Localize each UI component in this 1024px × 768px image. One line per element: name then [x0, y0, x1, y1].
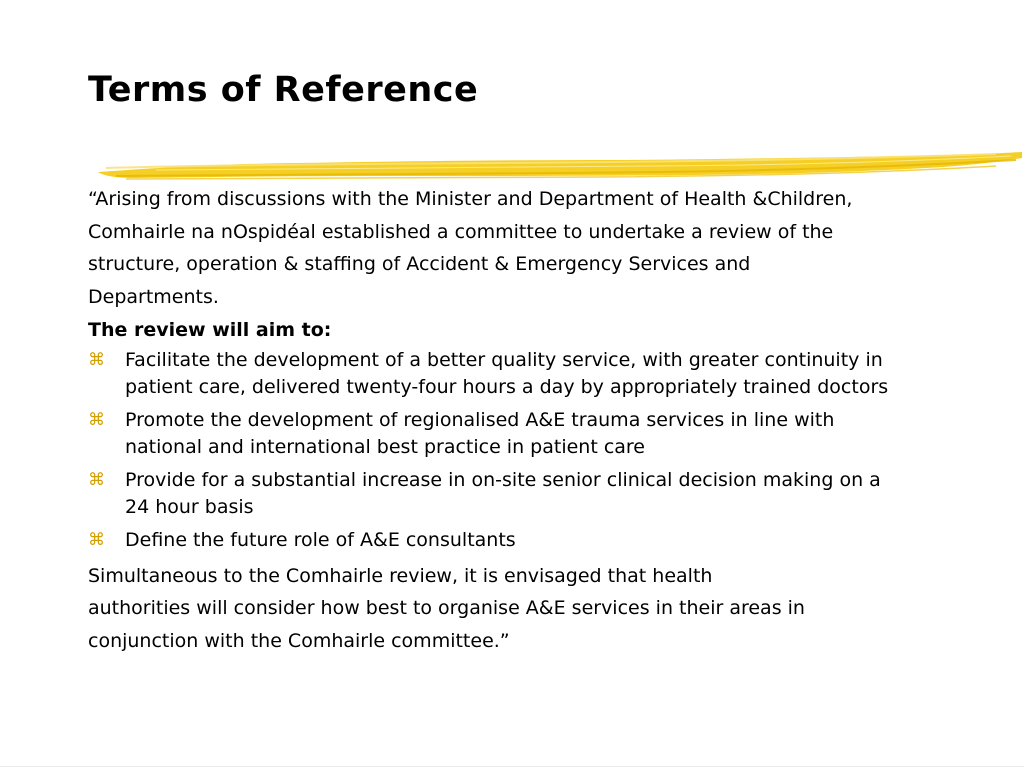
bullet-line: Provide for a substantial increase in on-site senior clinical decision making on a: [125, 468, 881, 491]
bottom-divider: [0, 766, 1024, 767]
bullet-line: Facilitate the development of a better quality service, with greater continuity in: [125, 348, 883, 371]
aim-heading: The review will aim to:: [88, 318, 332, 341]
command-key-bullet-icon: ⌘: [88, 349, 105, 370]
bullet-line: 24 hour basis: [125, 495, 254, 518]
bullet-line: national and international best practice in patient care: [125, 435, 645, 458]
intro-line-4: Departments.: [88, 286, 219, 309]
slide-body: [88, 183, 948, 658]
command-key-bullet-icon: ⌘: [88, 529, 105, 550]
bullet-line: Define the future role of A&E consultants: [125, 528, 516, 551]
bullet-line: Promote the development of regionalised A&E trauma services in line with: [125, 408, 835, 431]
bullet-line: patient care, delivered twenty-four hours a day by appropriately trained doctors: [125, 375, 889, 398]
intro-line-2: Comhairle na nOspidéal established a committee to undertake a review of the: [88, 220, 834, 243]
bullet-item: [88, 467, 948, 521]
bullet-item: [88, 407, 948, 461]
closing-line-1: Simultaneous to the Comhairle review, it is envisaged that health: [88, 564, 713, 587]
bullet-item: [88, 347, 948, 401]
command-key-bullet-icon: ⌘: [88, 469, 105, 490]
command-key-bullet-icon: ⌘: [88, 409, 105, 430]
bullet-item: [88, 527, 948, 554]
intro-line-3: structure, operation & staffing of Accident & Emergency Services and: [88, 253, 751, 276]
yellow-brush-stroke-divider: [96, 148, 1024, 188]
closing-line-3: conjunction with the Comhairle committee.”: [88, 629, 510, 652]
intro-line-1: “Arising from discussions with the Minister and Department of Health &Children,: [88, 188, 853, 210]
slide-title: Terms of Reference: [88, 70, 479, 110]
closing-line-2: authorities will consider how best to organise A&E services in their areas in: [88, 597, 805, 620]
